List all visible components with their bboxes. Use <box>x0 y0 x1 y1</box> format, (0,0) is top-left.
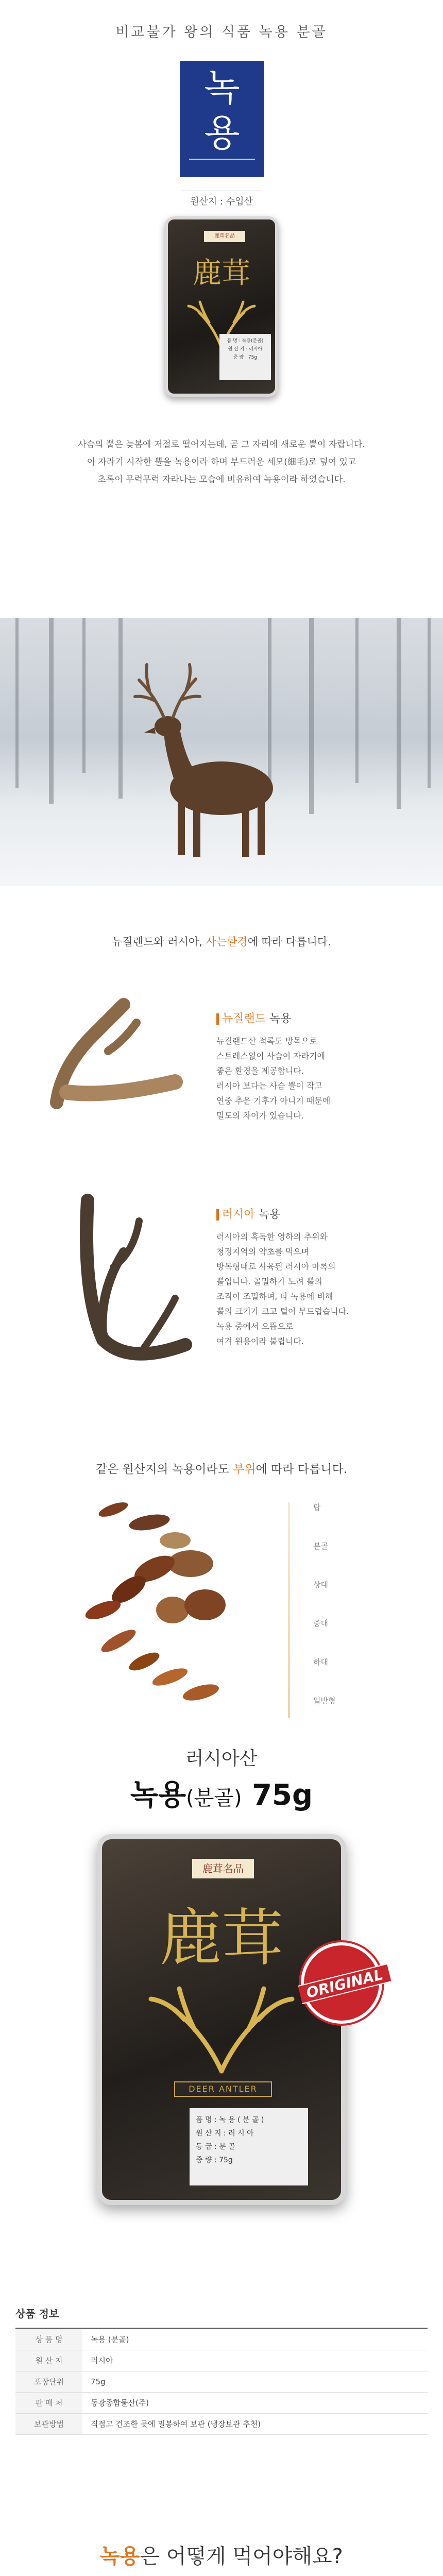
ru-antler-block <box>0 1185 443 1412</box>
box-label-line: 중 량 : 75g <box>233 355 258 360</box>
ru-line: 방목형태로 사육된 러시아 마록의 <box>216 1262 336 1272</box>
info-value: 녹용 (분골) <box>82 2329 428 2350</box>
info-value: 러시아 <box>82 2350 428 2371</box>
intro-line: 사슴의 뿔은 늦봄에 저절로 떨어지는데, 곧 그 자리에 새로운 뿔이 자랍니다. <box>78 439 365 450</box>
box-brand-bar: DEER ANTLER <box>174 2081 272 2097</box>
info-value: 75g <box>82 2371 428 2392</box>
intro-line: 이 자라기 시작한 뿔을 녹용이라 하며 부드러운 세모(細毛)로 덮여 있고 <box>87 457 356 467</box>
nz-line: 스트레스없이 사슴이 자라기에 <box>216 1051 326 1061</box>
nz-antler-image <box>46 994 201 1128</box>
box-label-line: 중 량 : 75g <box>196 2156 233 2164</box>
box-label-line: 품 명 : 녹용(분골) <box>227 338 264 344</box>
habitat-heading <box>0 934 443 949</box>
nz-antler-block <box>0 989 443 1175</box>
table-row <box>15 2371 428 2392</box>
info-key: 포장단위 <box>15 2371 82 2392</box>
nz-description <box>216 1033 412 1123</box>
habitat-heading-highlight: 사는환경 <box>206 936 248 948</box>
info-key: 원 산 지 <box>15 2350 82 2371</box>
part-label-lower: 하대 <box>313 1657 328 1667</box>
parts-heading-suffix: 에 따라 다릅니다. <box>255 1463 348 1476</box>
heading-bar <box>216 1209 219 1221</box>
nz-line: 뉴질랜드산 적록도 방목으로 <box>216 1036 317 1046</box>
parts-heading-prefix: 같은 원산지의 녹용이라도 <box>95 1463 233 1476</box>
how-to-eat-heading <box>0 2540 443 2569</box>
info-key: 보관방법 <box>15 2413 82 2434</box>
seal-text: ORIGINAL <box>298 1963 391 2004</box>
product-weight: 75g <box>242 1778 313 1812</box>
part-label-powder: 분골 <box>313 1541 328 1551</box>
ru-line: 녹용 중에서 으뜸으로 <box>216 1321 294 1331</box>
deer-figure <box>0 618 443 886</box>
antler-slices-image <box>72 1492 278 1718</box>
box-label-line: 품 명 : 녹 용 ( 분 골 ) <box>196 2116 264 2124</box>
ru-line: 청정지역의 약초를 먹으며 <box>216 1247 310 1257</box>
ru-line: 여겨 원용이라 불립니다. <box>216 1336 304 1346</box>
ru-heading <box>216 1206 280 1222</box>
intro-paragraph <box>0 436 443 488</box>
box-label <box>219 334 271 380</box>
logo-divider <box>189 159 255 160</box>
origin-tag <box>0 191 443 211</box>
box-label-line: 원 산 지 : 러 시 아 <box>196 2129 254 2138</box>
ru-line: 뿔의 크기가 크고 털이 부드럽습니다. <box>216 1307 349 1316</box>
how-to-eat-highlight: 녹용 <box>100 2545 140 2568</box>
ru-antler-image <box>57 1190 211 1386</box>
ru-line: 뿔입니다. 골밀하가 노려 뿔의 <box>216 1277 322 1286</box>
box-label-line: 원 산 지 : 러시아 <box>228 347 263 352</box>
parts-heading-highlight: 부위 <box>233 1463 256 1476</box>
ru-country: 러시아 <box>222 1208 255 1221</box>
brand-logo <box>180 61 264 177</box>
product-name-main: 녹용 <box>130 1778 186 1812</box>
parts-divider <box>288 1502 289 1718</box>
info-key: 판 매 처 <box>15 2392 82 2413</box>
antler-slices-diagram <box>72 1492 381 1718</box>
box-stamp: 鹿茸名品 <box>204 231 245 242</box>
part-label-upper: 상대 <box>313 1580 328 1589</box>
box-label-line: 등 급 : 분 골 <box>196 2143 235 2151</box>
origin-text: 원산지 : 수입산 <box>181 191 262 211</box>
table-row <box>15 2413 428 2434</box>
part-label-middle: 중대 <box>313 1619 328 1628</box>
nz-line: 밀도의 차이가 있습니다. <box>216 1111 304 1121</box>
box-hanja: 鹿茸 <box>193 257 250 290</box>
info-key: 상 품 명 <box>15 2329 82 2350</box>
box-stamp: 鹿茸名品 <box>192 1859 254 1878</box>
nz-line: 러시아 보다는 사슴 뿔이 작고 <box>216 1081 322 1091</box>
info-value: 직접고 건조한 곳에 밀봉하여 보관 (냉장보관 추천) <box>82 2413 428 2434</box>
info-value: 동광종합물산(주) <box>82 2392 428 2413</box>
how-to-eat-rest: 은 어떻게 먹어야해요? <box>140 2545 343 2568</box>
box-hanja: 鹿茸 <box>160 1903 283 1974</box>
parts-heading <box>0 1460 443 1477</box>
product-origin-subtitle: 러시아산 <box>185 1748 258 1769</box>
intro-line: 초록이 무럭무럭 자라나는 모습에 비유하여 녹용이라 하였습니다. <box>97 474 346 485</box>
part-label-tip: 탑 <box>313 1503 321 1512</box>
product-box-small <box>165 216 278 397</box>
part-label-general: 일반형 <box>313 1696 336 1705</box>
logo-char-1: 녹 <box>204 66 240 109</box>
table-row <box>15 2350 428 2371</box>
ru-description <box>216 1229 412 1349</box>
nz-country: 뉴질랜드 <box>222 1012 266 1025</box>
habitat-heading-suffix: 에 따라 다릅니다. <box>247 936 331 948</box>
product-name <box>0 1772 443 1814</box>
habitat-heading-prefix: 뉴질랜드와 러시아, <box>112 936 206 948</box>
table-row <box>15 2329 428 2350</box>
product-info-table <box>15 2329 428 2435</box>
nz-line: 연중 추운 기후가 아니기 때문에 <box>216 1096 331 1106</box>
product-info-title: 상품 정보 <box>15 2306 428 2329</box>
deer-in-snow-photo <box>0 618 443 886</box>
ru-word: 녹용 <box>254 1208 281 1221</box>
page-title: 비교불가 왕의 식품 녹용 분골 <box>115 24 328 40</box>
original-seal-badge <box>301 1942 385 2024</box>
product-info-section <box>15 2306 428 2435</box>
logo-char-2: 용 <box>204 111 240 155</box>
hero-section <box>0 0 443 659</box>
heading-bar <box>216 1013 219 1025</box>
box-label <box>190 2108 308 2185</box>
product-name-paren: (분골) <box>186 1786 242 1810</box>
table-row <box>15 2392 428 2413</box>
nz-line: 좋은 환경을 제공합니다. <box>216 1066 304 1076</box>
ru-line: 조직이 조밀하며, 타 녹용에 비해 <box>216 1292 333 1301</box>
ru-line: 러시아의 혹독한 영하의 추위와 <box>216 1232 328 1242</box>
nz-heading <box>216 1010 292 1026</box>
product-box-large <box>97 1834 346 2205</box>
nz-word: 녹용 <box>266 1012 292 1025</box>
